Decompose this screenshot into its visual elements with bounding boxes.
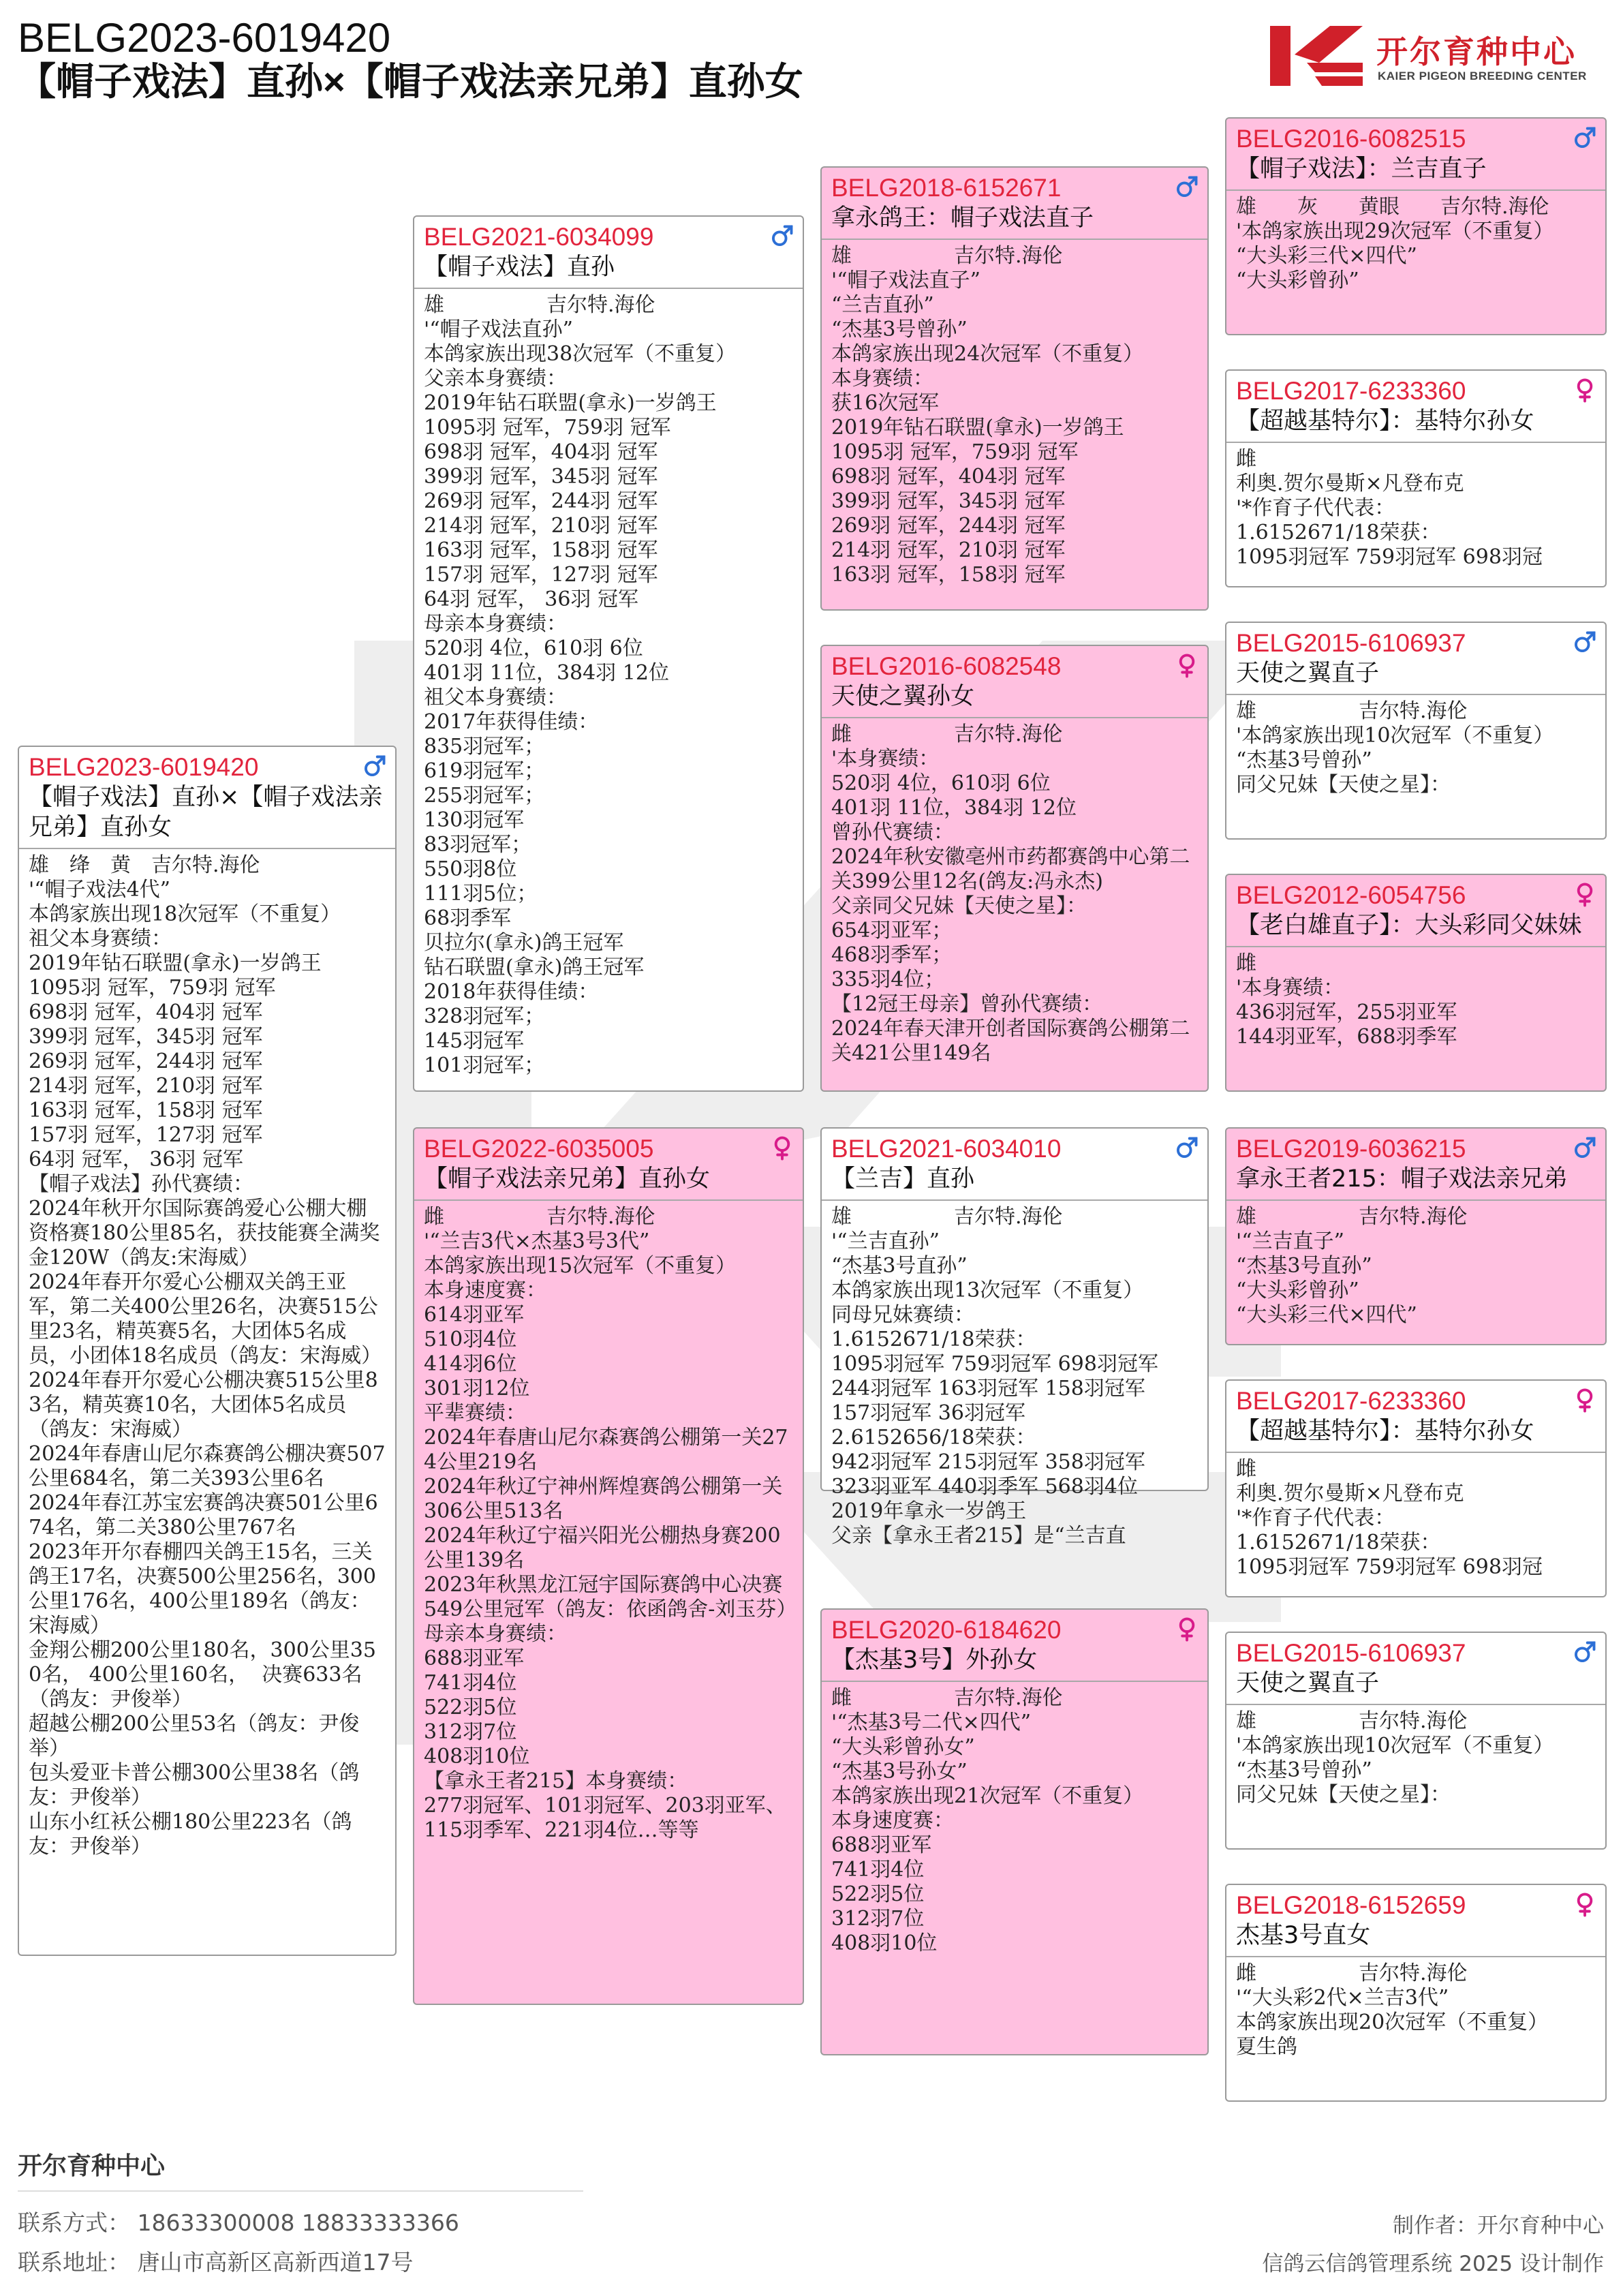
female-symbol-icon	[1175, 1617, 1199, 1641]
detail-line: '*作育子代代表：	[1236, 1506, 1395, 1530]
detail-line: 835羽冠军；	[424, 735, 545, 759]
detail-line: 利奥.贺尔曼斯×凡登布克	[1236, 1482, 1464, 1505]
detail-line: 父亲【拿永王者215】是“兰吉直	[831, 1524, 1126, 1548]
detail-line: '本鸽家族出现29次冠军（不重复）	[1236, 219, 1554, 243]
brand-logo	[1267, 23, 1608, 91]
detail-line: 157羽冠军 36羽冠军	[831, 1401, 1025, 1425]
detail-line: 414羽6位	[424, 1352, 517, 1376]
detail-line: 2019年拿永一岁鸽王	[831, 1499, 1027, 1523]
detail-line: 1095羽冠军 759羽冠军 698羽冠军	[831, 1352, 1158, 1376]
footer-organization: 开尔育种中心	[18, 2152, 166, 2180]
detail-line: 【拿永王者215】本身赛绩：	[424, 1769, 688, 1793]
pedigree-card-dss[interactable]	[1225, 1127, 1607, 1345]
pedigree-card-ssd[interactable]	[1225, 369, 1607, 587]
detail-line: “兰吉直孙”	[831, 293, 934, 317]
header-ring-number: BELG2023-6019420	[18, 15, 391, 61]
detail-line: 2023年开尔春棚四关鸽王15名，三关鸽王17名，决赛500公里256名，300公里176名，400公里189名（鸽友：宋海威）	[29, 1540, 376, 1638]
ring-number: BELG2017-6233360	[1236, 1387, 1466, 1415]
pedigree-card-dds[interactable]	[1225, 1632, 1607, 1850]
detail-line: 钻石联盟(拿永)鸽王冠军	[424, 955, 645, 979]
detail-line: 2.6152656/18荣获：	[831, 1426, 1036, 1450]
detail-line: “大头彩三代×四代”	[1236, 244, 1417, 268]
pigeon-title: 天使之翼孙女	[831, 683, 975, 710]
pigeon-title: 杰基3号直女	[1236, 1922, 1371, 1949]
pigeon-title: 拿永鸽王：帽子戏法直子	[831, 204, 1094, 232]
detail-line: 2024年秋开尔国际赛鸽爱心公棚大棚资格赛180公里85名，获技能赛全满奖金120W（鸽友:宋海威）	[29, 1197, 380, 1270]
card-header	[822, 1129, 1207, 1201]
detail-line: 母亲本身赛绩：	[424, 1622, 567, 1646]
detail-line: '“兰吉3代×杰基3号3代”	[424, 1229, 650, 1253]
detail-line: 214羽 冠军，210羽 冠军	[831, 538, 1066, 562]
detail-line: 64羽 冠军， 36羽 冠军	[29, 1148, 243, 1172]
detail-line: 1095羽冠军 759羽冠军 698羽冠	[1236, 1555, 1543, 1579]
detail-line: 本鸽家族出现15次冠军（不重复）	[424, 1254, 737, 1278]
detail-line: 雄 吉尔特.海伦	[1236, 1709, 1468, 1733]
card-details	[1226, 695, 1605, 797]
detail-line: “杰基3号孙女”	[831, 1760, 968, 1784]
pedigree-card-dam[interactable]	[413, 1127, 804, 2005]
detail-line: 本身速度赛：	[831, 1809, 954, 1833]
detail-line: '*作育子代代表：	[1236, 496, 1395, 520]
detail-line: 父亲同父兄妹【天使之星】：	[831, 894, 1087, 918]
card-header	[822, 1610, 1207, 1682]
detail-line: 2024年春唐山尼尔森赛鸽公棚第一关274公里219名	[424, 1426, 788, 1474]
detail-line: 401羽 11位，384羽 12位	[424, 661, 669, 685]
ring-number: BELG2019-6036215	[1236, 1135, 1466, 1163]
ring-number: BELG2018-6152671	[831, 174, 1062, 202]
card-header	[822, 168, 1207, 240]
card-header	[414, 1129, 803, 1201]
detail-line: 雌	[1236, 447, 1256, 471]
ring-number: BELG2018-6152659	[1236, 1891, 1466, 1919]
detail-line: 698羽 冠军，404羽 冠军	[29, 1000, 263, 1024]
male-symbol-icon	[1573, 1135, 1597, 1160]
detail-line: 雌 吉尔特.海伦	[831, 722, 1063, 746]
detail-line: 312羽7位	[831, 1907, 925, 1931]
pedigree-card-sss[interactable]	[1225, 117, 1607, 335]
detail-line: 同父兄妹【天使之星】：	[1236, 773, 1451, 797]
ring-number: BELG2021-6034099	[424, 223, 654, 251]
male-symbol-icon	[1573, 1640, 1597, 1664]
pedigree-card-dd[interactable]	[820, 1608, 1209, 2055]
footer-address: 联系地址： 唐山市高新区高新西道17号	[18, 2249, 414, 2276]
ring-number: BELG2017-6233360	[1236, 377, 1466, 405]
detail-line: 335羽4位；	[831, 968, 945, 992]
detail-line: 214羽 冠军，210羽 冠军	[424, 514, 658, 538]
pigeon-title: 【帽子戏法】：兰吉直子	[1236, 155, 1487, 183]
detail-line: '“杰基3号二代×四代”	[831, 1711, 1032, 1734]
detail-line: '本身赛绩：	[831, 747, 940, 771]
detail-line: 本鸽家族出现20次冠军（不重复）	[1236, 2010, 1549, 2034]
detail-line: 雄 灰 黄眼 吉尔特.海伦	[1236, 195, 1549, 219]
detail-line: 同母兄妹赛绩：	[831, 1303, 974, 1327]
pigeon-title: 【帽子戏法】直孙	[424, 254, 615, 281]
detail-line: 【12冠王母亲】曾孙代赛绩：	[831, 992, 1103, 1016]
detail-line: 金翔公棚200公里180名，300公里350名， 400公里160名， 决赛633名 （鸽友：尹俊举）	[29, 1638, 376, 1711]
card-details	[1226, 191, 1605, 293]
detail-line: 741羽4位	[424, 1671, 517, 1695]
pedigree-card-ddd[interactable]	[1225, 1884, 1607, 2102]
detail-line: '“帽子戏法4代”	[29, 878, 171, 902]
card-header	[19, 747, 395, 849]
detail-line: 母亲本身赛绩：	[424, 612, 567, 636]
card-header	[1226, 623, 1605, 695]
detail-line: 214羽 冠军，210羽 冠军	[29, 1074, 263, 1098]
detail-line: 323羽亚军 440羽季军 568羽4位	[831, 1475, 1138, 1499]
detail-line: 1.6152671/18荣获：	[1236, 1531, 1441, 1555]
detail-line: 614羽亚军	[424, 1303, 525, 1327]
detail-line: 获16次冠军	[831, 391, 940, 415]
female-symbol-icon	[770, 1135, 794, 1160]
footer-system: 信鸽云信鸽管理系统 2025 设计制作	[1262, 2252, 1604, 2276]
detail-line: 雌	[1236, 1457, 1256, 1481]
card-header	[1226, 1381, 1605, 1453]
detail-line: 雌 吉尔特.海伦	[1236, 1961, 1468, 1985]
detail-line: '本鸽家族出现10次冠军（不重复）	[1236, 1734, 1554, 1758]
detail-line: 399羽 冠军，345羽 冠军	[424, 465, 658, 489]
male-symbol-icon	[362, 754, 387, 778]
detail-line: 雄 吉尔特.海伦	[831, 244, 1063, 268]
detail-line: '“兰吉直孙”	[831, 1229, 940, 1253]
detail-line: 本身赛绩：	[831, 367, 933, 391]
detail-line: 2023年秋黑龙江冠宇国际赛鸽中心决赛549公里冠军（鸽友：依函鸽舍-刘玉芬）	[424, 1573, 797, 1621]
detail-line: 2024年春江苏宝宏赛鸽决赛501公里674名，第二关380公里767名	[29, 1491, 378, 1540]
detail-line: 520羽 4位，610羽 6位	[424, 637, 643, 660]
detail-line: '“大头彩2代×兰吉3代”	[1236, 1986, 1449, 2010]
card-details	[822, 718, 1207, 1066]
pedigree-card-sd[interactable]	[820, 645, 1209, 1092]
detail-line: 2019年钻石联盟(拿永)一岁鸽王	[424, 391, 717, 415]
detail-line: 本鸽家族出现24次冠军（不重复）	[831, 342, 1144, 366]
detail-line: 510羽4位	[424, 1328, 517, 1351]
detail-line: 550羽8位	[424, 857, 517, 881]
detail-line: “杰基3号曾孙”	[1236, 1758, 1372, 1782]
ring-number: BELG2022-6035005	[424, 1135, 654, 1163]
detail-line: 本身速度赛：	[424, 1279, 546, 1302]
pigeon-title: 【超越基特尔】：基特尔孙女	[1236, 408, 1534, 435]
pedigree-card-sdd[interactable]	[1225, 874, 1607, 1092]
detail-line: 312羽7位	[424, 1720, 517, 1744]
pedigree-header	[18, 16, 822, 104]
detail-line: 101羽冠军；	[424, 1054, 545, 1077]
detail-line: 468羽季军；	[831, 943, 953, 967]
detail-line: 408羽10位	[424, 1745, 530, 1769]
pigeon-title: 天使之翼直子	[1236, 660, 1380, 687]
detail-line: 1095羽冠军 759羽冠军 698羽冠	[1236, 545, 1543, 569]
detail-line: 741羽4位	[831, 1858, 925, 1882]
ring-number: BELG2021-6034010	[831, 1135, 1062, 1163]
detail-line: 1.6152671/18荣获：	[831, 1328, 1036, 1351]
detail-line: 雄 绛 黄 吉尔特.海伦	[29, 853, 260, 877]
pigeon-title: 拿永王者215：帽子戏法亲兄弟	[1236, 1165, 1568, 1193]
detail-line: 【帽子戏法】孙代赛绩：	[29, 1172, 253, 1196]
ring-number: BELG2016-6082515	[1236, 125, 1466, 153]
male-symbol-icon	[1573, 630, 1597, 654]
detail-line: 2024年春开尔爱心公棚双关鸽王亚军，第二关400公里26名，决赛515公里23名，精英赛5名，大团体5名成员，小团体18名成员（鸽友：宋海威）	[29, 1270, 382, 1368]
pigeon-title: 【帽子戏法亲兄弟】直孙女	[424, 1165, 711, 1193]
detail-line: 654羽亚军；	[831, 919, 953, 943]
detail-line: 2018年获得佳绩：	[424, 980, 599, 1004]
detail-line: 贝拉尔(拿永)鸽王冠军	[424, 931, 624, 955]
detail-line: 436羽冠军，255羽亚军	[1236, 1000, 1457, 1024]
card-details	[822, 1682, 1207, 1956]
ring-number: BELG2023-6019420	[29, 753, 259, 781]
detail-line: 277羽冠军、101羽冠军、203羽亚军、115羽季军、221羽4位…等等	[424, 1794, 786, 1842]
detail-line: 雄 吉尔特.海伦	[1236, 699, 1468, 723]
detail-line: 698羽 冠军，404羽 冠军	[424, 440, 658, 464]
detail-line: 688羽亚军	[831, 1833, 932, 1857]
detail-line: 269羽 冠军，244羽 冠军	[424, 489, 658, 513]
detail-line: 157羽 冠军，127羽 冠军	[29, 1123, 263, 1147]
card-details	[1226, 1957, 1605, 2060]
detail-line: “杰基3号直孙”	[831, 1254, 968, 1278]
card-details	[414, 289, 803, 1078]
detail-line: 山东小红袄公棚180公里223名（鸽友：尹俊举）	[29, 1810, 352, 1858]
footer-divider	[18, 2190, 583, 2192]
female-symbol-icon	[1573, 1892, 1597, 1916]
detail-line: 399羽 冠军，345羽 冠军	[831, 489, 1066, 513]
detail-line: '本鸽家族出现10次冠军（不重复）	[1236, 724, 1554, 748]
ring-number: BELG2012-6054756	[1236, 881, 1466, 909]
detail-line: 163羽 冠军，158羽 冠军	[831, 563, 1066, 587]
detail-line: 2019年钻石联盟(拿永)一岁鸽王	[29, 951, 322, 975]
female-symbol-icon	[1573, 882, 1597, 906]
detail-line: 父亲本身赛绩：	[424, 367, 567, 391]
card-header	[1226, 875, 1605, 947]
detail-line: 130羽冠军	[424, 808, 525, 832]
detail-line: 雌	[1236, 951, 1256, 975]
detail-line: 157羽 冠军，127羽 冠军	[424, 563, 658, 587]
ring-number: BELG2015-6106937	[1236, 629, 1466, 657]
pedigree-card-sire[interactable]	[413, 215, 804, 1092]
detail-line: 619羽冠军；	[424, 759, 545, 783]
female-symbol-icon	[1573, 378, 1597, 402]
card-header	[1226, 1885, 1605, 1957]
detail-line: '本身赛绩：	[1236, 976, 1344, 1000]
detail-line: 2024年秋辽宁福兴阳光公棚热身赛200公里139名	[424, 1524, 781, 1572]
pigeon-title: 天使之翼直子	[1236, 1670, 1380, 1697]
detail-line: 2017年获得佳绩：	[424, 710, 599, 734]
detail-line: 祖父本身赛绩：	[424, 686, 567, 709]
card-details	[414, 1201, 803, 1843]
card-details	[1226, 1705, 1605, 1807]
detail-line: “杰基3号直孙”	[1236, 1254, 1372, 1278]
male-symbol-icon	[1175, 174, 1199, 199]
pigeon-title: 【杰基3号】外孙女	[831, 1647, 1038, 1674]
pedigree-card-dsd[interactable]	[1225, 1379, 1607, 1597]
pigeon-title: 【超越基特尔】：基特尔孙女	[1236, 1418, 1534, 1445]
detail-line: 超越公棚200公里53名（鸽友：尹俊举）	[29, 1712, 360, 1760]
pedigree-card-sds[interactable]	[1225, 622, 1607, 840]
card-header	[822, 646, 1207, 718]
footer-maker: 制作者：开尔育种中心	[1393, 2214, 1604, 2238]
detail-line: 269羽 冠军，244羽 冠军	[831, 514, 1066, 538]
detail-line: 520羽 4位，610羽 6位	[831, 771, 1051, 795]
detail-line: 328羽冠军；	[424, 1005, 545, 1028]
card-header	[414, 217, 803, 289]
detail-line: 2024年秋辽宁神州辉煌赛鸽公棚第一关306公里513名	[424, 1475, 783, 1523]
detail-line: 2024年春天津开创者国际赛鸽公棚第二关421公里149名	[831, 1017, 1190, 1065]
detail-line: 522羽5位	[424, 1696, 517, 1719]
detail-line: 83羽冠军；	[424, 833, 532, 857]
card-header	[1226, 1129, 1605, 1201]
detail-line: “大头彩曾孙”	[1236, 1279, 1359, 1302]
footer-contact: 联系方式： 18633300008 18833333366	[18, 2209, 459, 2236]
detail-line: 1095羽 冠军，759羽 冠军	[29, 976, 276, 1000]
detail-line: “大头彩曾孙”	[1236, 269, 1359, 292]
male-symbol-icon	[1175, 1135, 1199, 1160]
detail-line: 本鸽家族出现21次冠军（不重复）	[831, 1784, 1144, 1808]
detail-line: 雄 吉尔特.海伦	[831, 1205, 1063, 1229]
detail-line: 曾孙代赛绩：	[831, 821, 954, 844]
card-details	[1226, 443, 1605, 570]
pedigree-card-subject[interactable]	[18, 746, 397, 1956]
detail-line: 522羽5位	[831, 1882, 925, 1906]
ring-number: BELG2015-6106937	[1236, 1639, 1466, 1667]
detail-line: 408羽10位	[831, 1931, 938, 1955]
detail-line: 雌 吉尔特.海伦	[424, 1205, 655, 1229]
detail-line: 401羽 11位，384羽 12位	[831, 796, 1077, 820]
detail-line: 942羽冠军 215羽冠军 358羽冠军	[831, 1450, 1145, 1474]
logo-english-name: KAIER PIGEON BREEDING CENTER	[1378, 70, 1587, 82]
detail-line: “杰基3号曾孙”	[1236, 748, 1372, 772]
detail-line: 399羽 冠军，345羽 冠军	[29, 1025, 263, 1049]
card-details	[1226, 947, 1605, 1050]
ring-number: BELG2020-6184620	[831, 1616, 1062, 1644]
header-pigeon-name: 【帽子戏法】直孙×【帽子戏法亲兄弟】直孙女	[18, 60, 803, 103]
detail-line: 244羽冠军 163羽冠军 158羽冠军	[831, 1377, 1145, 1400]
detail-line: 144羽亚军，688羽季军	[1236, 1025, 1457, 1049]
card-header	[1226, 1633, 1605, 1705]
card-details	[822, 1201, 1207, 1548]
detail-line: 2024年春唐山尼尔森赛鸽公棚决赛507公里684名，第二关393公里6名	[29, 1442, 386, 1490]
female-symbol-icon	[1573, 1388, 1597, 1412]
female-symbol-icon	[1175, 653, 1199, 677]
pedigree-card-ss[interactable]	[820, 166, 1209, 611]
detail-line: 利奥.贺尔曼斯×凡登布克	[1236, 472, 1464, 495]
detail-line: 68羽季军	[424, 906, 512, 930]
detail-line: '“帽子戏法直孙”	[424, 318, 573, 341]
ring-number: BELG2016-6082548	[831, 652, 1062, 680]
detail-line: 111羽5位；	[424, 882, 538, 906]
detail-line: 夏生鸽	[1236, 2035, 1297, 2059]
pigeon-title: 【兰吉】直孙	[831, 1165, 975, 1193]
detail-line: “杰基3号曾孙”	[831, 318, 968, 341]
detail-line: 688羽亚军	[424, 1647, 525, 1670]
pedigree-card-ds[interactable]	[820, 1127, 1209, 1548]
detail-line: “大头彩三代×四代”	[1236, 1303, 1417, 1327]
detail-line: 雄 吉尔特.海伦	[424, 293, 655, 317]
detail-line: 1095羽 冠军，759羽 冠军	[424, 416, 671, 440]
detail-line: 本鸽家族出现13次冠军（不重复）	[831, 1279, 1144, 1302]
detail-line: 269羽 冠军，244羽 冠军	[29, 1050, 263, 1073]
detail-line: 145羽冠军	[424, 1029, 525, 1053]
card-details	[19, 849, 395, 1859]
detail-line: 255羽冠军；	[424, 784, 545, 808]
detail-line: 1095羽 冠军，759羽 冠军	[831, 440, 1079, 464]
detail-line: 1.6152671/18荣获：	[1236, 521, 1441, 545]
detail-line: 64羽 冠军， 36羽 冠军	[424, 587, 638, 611]
detail-line: 301羽12位	[424, 1377, 530, 1400]
card-details	[1226, 1201, 1605, 1328]
logo-chinese-name: 开尔育种中心	[1376, 33, 1577, 70]
detail-line: 163羽 冠军，158羽 冠军	[424, 538, 658, 562]
detail-line: 本鸽家族出现38次冠军（不重复）	[424, 342, 737, 366]
detail-line: 同父兄妹【天使之星】：	[1236, 1783, 1451, 1807]
detail-line: 本鸽家族出现18次冠军（不重复）	[29, 902, 341, 926]
detail-line: '“兰吉直子”	[1236, 1229, 1344, 1253]
card-header	[1226, 119, 1605, 191]
detail-line: 2024年春开尔爱心公棚决赛515公里83名，精英赛10名，大团体5名成员（鸽友：宋海威）	[29, 1368, 378, 1441]
pigeon-title: 【帽子戏法】直孙×【帽子戏法亲兄弟】直孙女	[29, 784, 383, 841]
detail-line: 祖父本身赛绩：	[29, 927, 172, 951]
kaier-logo-icon	[1267, 23, 1366, 89]
detail-line: 163羽 冠军，158羽 冠军	[29, 1099, 263, 1122]
detail-line: 698羽 冠军，404羽 冠军	[831, 465, 1066, 489]
detail-line: '“帽子戏法直子”	[831, 269, 980, 292]
detail-line: 平辈赛绩：	[424, 1401, 526, 1425]
detail-line: 雌 吉尔特.海伦	[831, 1686, 1063, 1710]
detail-line: 包头爱亚卡普公棚300公里38名（鸽友：尹俊举）	[29, 1761, 360, 1809]
card-details	[1226, 1453, 1605, 1580]
card-details	[822, 240, 1207, 587]
detail-line: 雄 吉尔特.海伦	[1236, 1205, 1468, 1229]
card-header	[1226, 371, 1605, 443]
male-symbol-icon	[770, 224, 794, 248]
male-symbol-icon	[1573, 125, 1597, 150]
detail-line: “大头彩曾孙女”	[831, 1735, 975, 1759]
detail-line: 2019年钻石联盟(拿永)一岁鸽王	[831, 416, 1124, 440]
pigeon-title: 【老白雄直子】：大头彩同父妹妹	[1236, 912, 1582, 939]
detail-line: 2024年秋安徽亳州市药都赛鸽中心第二关399公里12名(鸽友:冯永杰)	[831, 845, 1190, 893]
